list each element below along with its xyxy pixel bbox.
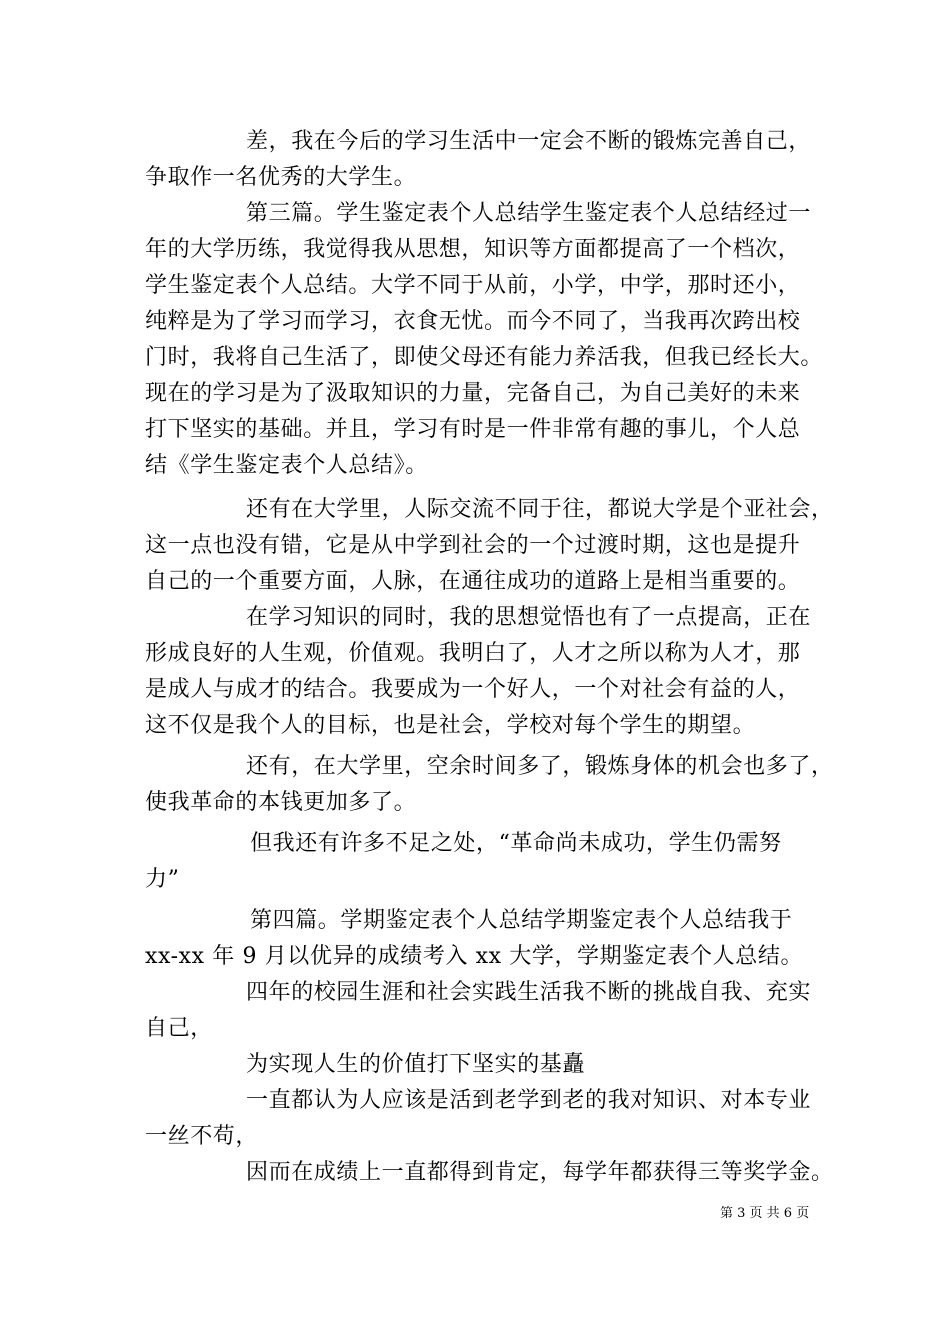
text-line: 争取作一名优秀的大学生。	[145, 165, 417, 190]
text-line: 在学习知识的同时，我的思想觉悟也有了一点提高，正在	[246, 605, 812, 630]
text-line: 第三篇。学生鉴定表个人总结学生鉴定表个人总结经过一	[246, 201, 812, 226]
text-line: 自己，	[145, 1016, 213, 1041]
text-line: 自己的一个重要方面，人脉，在通往成功的道路上是相当重要的。	[145, 569, 801, 594]
text-line: 使我革命的本钱更加多了。	[145, 790, 417, 815]
text-line: 年的大学历练，我觉得我从思想，知识等方面都提高了一个档次，	[145, 237, 801, 262]
text-line: 这一点也没有错，它是从中学到社会的一个过渡时期，这也是提升	[145, 533, 801, 558]
text-line: 一直都认为人应该是活到老学到老的我对知识、对本专业	[246, 1088, 812, 1113]
text-line: 还有在大学里，人际交流不同于往，都说大学是个亚社会，	[246, 497, 834, 522]
text-line: 学生鉴定表个人总结。大学不同于从前，小学，中学，那时还小，	[145, 273, 801, 298]
text-line: 为实现人生的价值打下坚实的基矗	[246, 1052, 586, 1077]
text-line: 因而在成绩上一直都得到肯定，每学年都获得三等奖学金。	[246, 1160, 834, 1185]
page-number: 第 3 页 共 6 页	[720, 1206, 810, 1221]
text-line: 四年的校园生涯和社会实践生活我不断的挑战自我、充实	[246, 980, 812, 1005]
text-line: 第四篇。学期鉴定表个人总结学期鉴定表个人总结我于	[250, 908, 793, 933]
text-line: 纯粹是为了学习而学习，衣食无忧。而今不同了，当我再次跨出校	[145, 309, 801, 334]
text-line: 一丝不苟，	[145, 1124, 259, 1149]
text-line: 差，我在今后的学习生活中一定会不断的锻炼完善自己，	[246, 129, 812, 154]
text-line: 形成良好的人生观，价值观。我明白了，人才之所以称为人才，那	[145, 641, 801, 666]
text-line: 还有，在大学里，空余时间多了，锻炼身体的机会也多了，	[246, 754, 834, 779]
text-line: 这不仅是我个人的目标，也是社会，学校对每个学生的期望。	[145, 713, 756, 738]
text-line: 门时，我将自己生活了，即使父母还有能力养活我，但我已经长大。	[145, 345, 824, 370]
text-line: 打下坚实的基础。并且，学习有时是一件非常有趣的事儿，个人总	[145, 417, 801, 442]
text-line: 是成人与成才的结合。我要成为一个好人，一个对社会有益的人，	[145, 677, 801, 702]
text-line: 现在的学习是为了汲取知识的力量，完备自己，为自己美好的未来	[145, 381, 801, 406]
text-line: xx-xx 年 9 月以优异的成绩考入 xx 大学，学期鉴定表个人总结。	[145, 944, 804, 969]
text-line: 结《学生鉴定表个人总结》。	[145, 453, 428, 478]
text-line: 但我还有许多不足之处，“革命尚未成功，学生仍需努	[250, 831, 782, 856]
text-line: 力”	[145, 867, 180, 892]
